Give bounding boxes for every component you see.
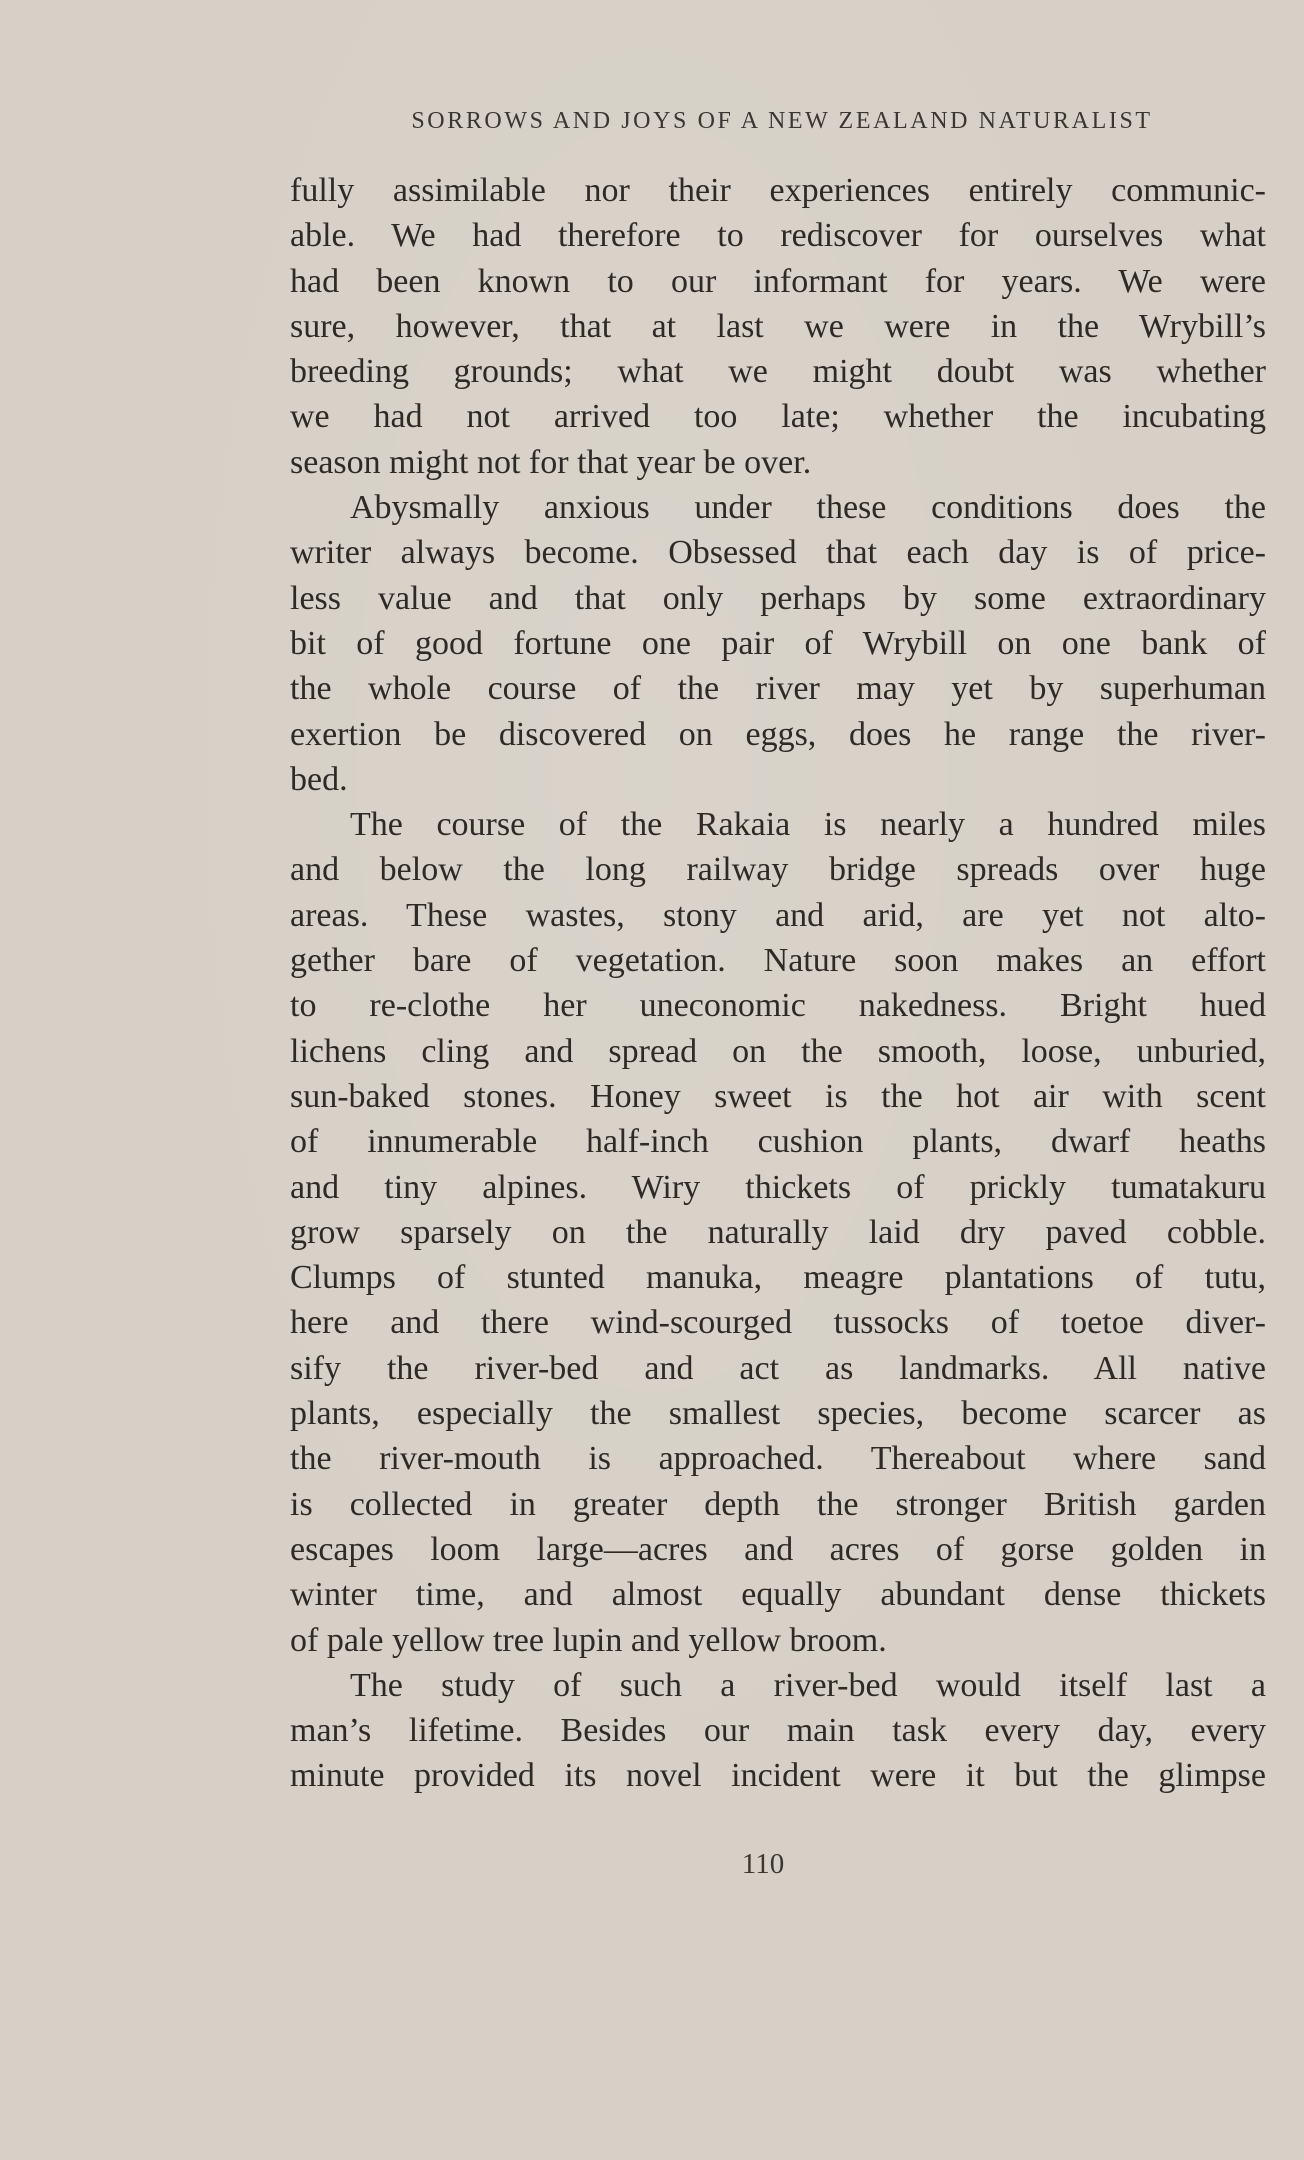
text-line: The course of the Rakaia is nearly a hundred miles [350, 806, 1266, 844]
page-number: 110 [741, 1848, 785, 1880]
paragraph-1 [290, 168, 1266, 485]
text-line: sify the river-bed and act as landmarks. All native [290, 1349, 1266, 1387]
text-line: bed. [290, 760, 348, 798]
text-line: Clumps of stunted manuka, meagre plantations of tutu, [290, 1259, 1266, 1297]
text-line: of pale yellow tree lupin and yellow broom. [290, 1621, 887, 1659]
paragraph-3 [290, 802, 1266, 1663]
text-line: minute provided its novel incident were it but the glimpse [290, 1757, 1266, 1795]
text-line: bit of good fortune one pair of Wrybill on one bank of [290, 624, 1266, 662]
text-line: escapes loom large—acres and acres of gorse golden in [290, 1530, 1266, 1568]
text-line: and tiny alpines. Wiry thickets of prickly tumatakuru [290, 1168, 1266, 1206]
text-line: less value and that only perhaps by some extraordinary [290, 579, 1266, 617]
text-line: had been known to our informant for years. We were [290, 262, 1266, 300]
text-line: plants, especially the smallest species, become scarcer as [290, 1395, 1266, 1433]
paragraph-2 [290, 485, 1266, 802]
text-line: breeding grounds; what we might doubt was whether [290, 353, 1266, 391]
text-line: the whole course of the river may yet by superhuman [290, 670, 1266, 708]
text-line: fully assimilable nor their experiences entirely communic- [290, 172, 1266, 209]
text-line: able. We had therefore to rediscover for ourselves what [290, 217, 1266, 255]
text-line: writer always become. Obsessed that each day is of price- [290, 534, 1266, 572]
text-line: sun-baked stones. Honey sweet is the hot air with scent [290, 1077, 1266, 1115]
running-head: SORROWS AND JOYS OF A NEW ZEALAND NATURALIST [411, 108, 1153, 134]
text-line: areas. These wastes, stony and arid, are yet not alto- [290, 896, 1266, 934]
text-line: The study of such a river-bed would itself last a [350, 1666, 1266, 1704]
text-line: season might not for that year be over. [290, 443, 812, 481]
text-line: grow sparsely on the naturally laid dry paved cobble. [290, 1213, 1266, 1251]
text-line: the river-mouth is approached. Thereabout where sand [290, 1440, 1266, 1478]
text-line: we had not arrived too late; whether the incubating [290, 398, 1266, 436]
text-line: gether bare of vegetation. Nature soon makes an effort [290, 942, 1266, 980]
text-line: exertion be discovered on eggs, does he range the river- [290, 715, 1266, 753]
text-line: of innumerable half-inch cushion plants, dwarf heaths [290, 1123, 1266, 1161]
text-line: winter time, and almost equally abundant dense thickets [290, 1576, 1266, 1614]
body-text [290, 168, 1266, 1799]
text-line: lichens cling and spread on the smooth, loose, unburied, [290, 1032, 1266, 1070]
text-line: Abysmally anxious under these conditions does the [350, 489, 1266, 527]
text-line: is collected in greater depth the stronger British garden [290, 1485, 1266, 1523]
paragraph-4 [290, 1663, 1266, 1799]
text-line: to re-clothe her uneconomic nakedness. Bright hued [290, 987, 1266, 1025]
text-line: here and there wind-scourged tussocks of toetoe diver- [290, 1304, 1266, 1342]
text-line: and below the long railway bridge spreads over huge [290, 851, 1266, 889]
text-line: man’s lifetime. Besides our main task every day, every [290, 1712, 1266, 1750]
text-line: sure, however, that at last we were in the Wrybill’s [290, 307, 1266, 345]
